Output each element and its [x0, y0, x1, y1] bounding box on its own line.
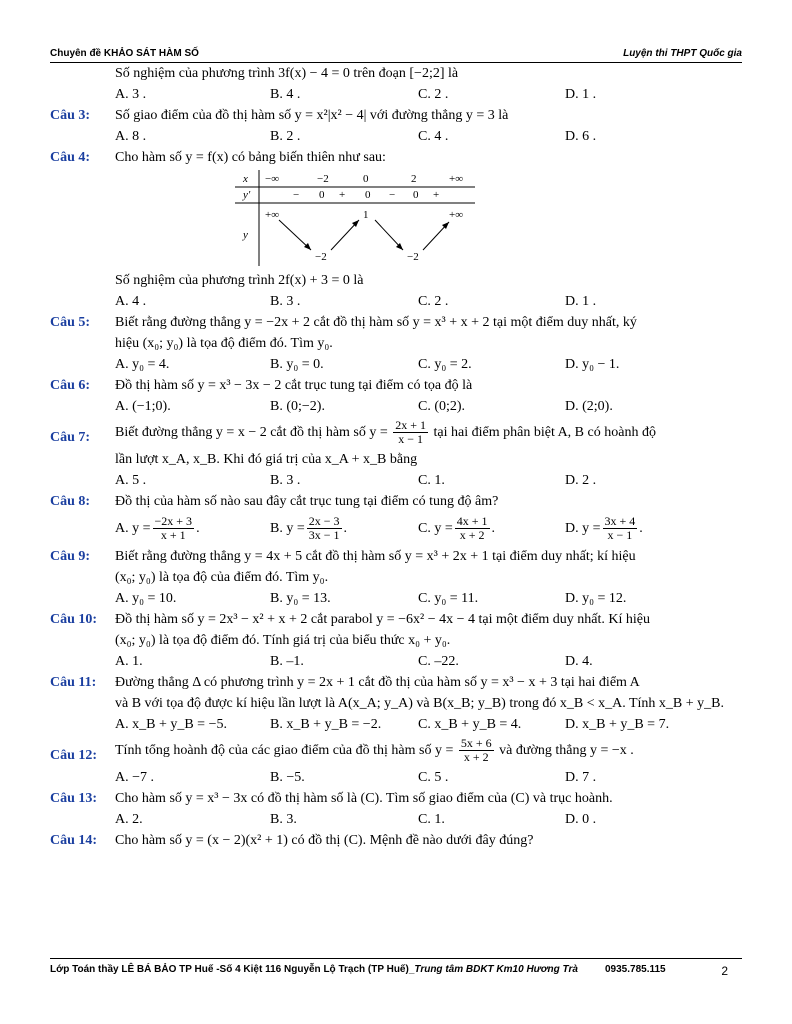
vt-sign-6: + — [433, 189, 440, 201]
q13-label: Câu 13: — [50, 791, 98, 806]
page-number: 2 — [721, 964, 728, 978]
vt-sign-2: + — [339, 189, 346, 201]
q8-b-prefix: B. y = — [270, 521, 305, 536]
q7-options — [115, 470, 742, 491]
variation-table — [235, 170, 475, 266]
q8-c-fraction — [455, 515, 490, 542]
q13 — [50, 788, 742, 809]
vt-yp-label: y' — [243, 189, 251, 201]
q5 — [50, 312, 742, 333]
q11-option-d[interactable]: D. x_B + y_B = 7. — [565, 717, 670, 732]
q8-c-suffix: . — [491, 521, 496, 536]
q13-stem: Cho hàm số y = x³ − 3x có đồ thị hàm số là (C). Tìm số giao điểm của (C) và trục hoành. — [115, 791, 613, 806]
vt-x-2: 0 — [363, 173, 369, 185]
q9-stem-2: (x₀; y₀) là tọa độ của điểm đó. Tìm y₀. — [115, 570, 329, 585]
q8-option-d[interactable] — [565, 512, 643, 546]
q8-stem: Đồ thị của hàm số nào sau đây cắt trục tung tại điểm có tung độ âm? — [115, 494, 499, 509]
q14-stem: Cho hàm số y = (x − 2)(x² + 1) có đồ thị (C). Mệnh đề nào dưới đây đúng? — [115, 833, 534, 848]
q9-line-2 — [50, 567, 742, 588]
q4-label: Câu 4: — [50, 150, 91, 165]
q11-option-c[interactable]: C. x_B + y_B = 4. — [418, 717, 522, 732]
q4-question-text: Số nghiệm của phương trình 2f(x) + 3 = 0 là — [115, 273, 364, 288]
vt-y-0: +∞ — [265, 209, 280, 221]
q14 — [50, 830, 742, 851]
q12-stem-a: Tính tổng hoành độ của các giao điểm của đồ thị hàm số y = — [115, 743, 454, 758]
q12-option-d[interactable]: D. 7 . — [565, 770, 597, 785]
q8-d-suffix: . — [639, 521, 643, 536]
q3-option-d[interactable]: D. 6 . — [565, 129, 597, 144]
q5-line-2 — [50, 333, 742, 354]
footer-center: Trung tâm BDKT Km10 Hương Trà — [414, 964, 578, 975]
q2-option-a[interactable]: A. 3 . — [115, 87, 147, 102]
q6-option-c[interactable]: C. (0;2). — [418, 399, 466, 414]
q8 — [50, 491, 742, 512]
q4-options — [115, 291, 742, 312]
q12-frac-den: x + 2 — [463, 750, 489, 765]
vt-y-1: −2 — [315, 251, 327, 263]
vt-x-4: +∞ — [449, 173, 464, 185]
vt-x-3: 2 — [411, 173, 417, 185]
q8-a-fraction — [153, 515, 195, 542]
vt-y-2: 1 — [363, 209, 369, 221]
q11-stem-1: Đường thẳng Δ có phương trình y = 2x + 1 cắt đồ thị của hàm số y = x³ − x + 3 tại hai điểm A — [115, 675, 640, 690]
q10-option-a[interactable]: A. 1. — [115, 654, 143, 669]
q12 — [50, 735, 742, 767]
q11-line-2 — [50, 693, 742, 714]
q4-option-b[interactable]: B. 3 . — [270, 294, 301, 309]
q8-label: Câu 8: — [50, 494, 91, 509]
q6 — [50, 375, 742, 396]
q10-stem-2: (x₀; y₀) là tọa độ điểm đó. Tính giá trị của biểu thức x₀ + y₀. — [115, 633, 451, 648]
q10-option-c[interactable]: C. –22. — [418, 654, 459, 669]
q8-b-num: 2x − 3 — [308, 514, 340, 529]
header-exam: Luyện thi THPT Quốc gia — [623, 48, 742, 59]
vt-sign-3: 0 — [365, 189, 371, 201]
q10-option-b[interactable]: B. –1. — [270, 654, 304, 669]
q13-option-d[interactable]: D. 0 . — [565, 812, 597, 827]
q8-d-num: 3x + 4 — [604, 514, 636, 529]
question-list — [50, 63, 742, 851]
vt-arrows — [279, 220, 449, 250]
q12-frac-num: 5x + 6 — [460, 736, 492, 751]
q10-stem-1: Đồ thị hàm số y = 2x³ − x² + x + 2 cắt parabol y = −6x² − 4x − 4 tại một điểm duy nhất. Kí hiệu — [115, 612, 650, 627]
q7-line-2 — [50, 449, 742, 470]
q5-option-b[interactable]: B. y₀ = 0. — [270, 357, 324, 372]
q8-d-den: x − 1 — [607, 528, 633, 543]
q5-label: Câu 5: — [50, 315, 91, 330]
q10-line-2 — [50, 630, 742, 651]
vt-x-1: −2 — [317, 173, 329, 185]
vt-y-4: +∞ — [449, 209, 464, 221]
q6-options — [115, 396, 742, 417]
q6-label: Câu 6: — [50, 378, 91, 393]
footer-address: Lớp Toán thầy LÊ BÁ BẢO TP Huế -Số 4 Kiệt 116 Nguyễn Lộ Trạch (TP Huế)_ — [50, 964, 415, 975]
q2-option-c[interactable]: C. 2 . — [418, 87, 449, 102]
q7-frac-num: 2x + 1 — [395, 418, 427, 433]
q4-option-d[interactable]: D. 1 . — [565, 294, 597, 309]
vt-sign-0: − — [293, 189, 300, 201]
q3 — [50, 105, 742, 126]
q6-option-a[interactable]: A. (−1;0). — [115, 399, 171, 414]
q5-option-c[interactable]: C. y₀ = 2. — [418, 357, 472, 372]
q5-option-a[interactable]: A. y₀ = 4. — [115, 357, 170, 372]
q9-option-a[interactable]: A. y₀ = 10. — [115, 591, 177, 606]
q13-option-b[interactable]: B. 3. — [270, 812, 297, 827]
q9-option-b[interactable]: B. y₀ = 13. — [270, 591, 331, 606]
footer-phone: 0935.785.115 — [605, 964, 666, 975]
page-header — [50, 46, 742, 62]
q14-label: Câu 14: — [50, 833, 98, 848]
q7-option-c[interactable]: C. 1. — [418, 473, 445, 488]
vt-x-label: x — [243, 173, 248, 185]
q11 — [50, 672, 742, 693]
vt-y-label: y — [243, 229, 248, 241]
q7-stem-2: lần lượt x_A, x_B. Khi đó giá trị của x_A + x_B bằng — [115, 452, 418, 467]
q10-options — [115, 651, 742, 672]
q12-options — [115, 767, 742, 788]
q7-option-a[interactable]: A. 5 . — [115, 473, 147, 488]
q8-b-fraction — [307, 515, 342, 542]
q3-option-a[interactable]: A. 8 . — [115, 129, 147, 144]
q11-option-b[interactable]: B. x_B + y_B = −2. — [270, 717, 382, 732]
q2-text — [50, 63, 742, 84]
q3-option-c[interactable]: C. 4 . — [418, 129, 449, 144]
q5-option-d[interactable]: D. y₀ − 1. — [565, 357, 620, 372]
q7-option-b[interactable]: B. 3 . — [270, 473, 301, 488]
vt-sign-4: − — [389, 189, 396, 201]
q7-label: Câu 7: — [50, 430, 91, 445]
q8-b-den: 3x − 1 — [308, 528, 340, 543]
footer-rule — [50, 958, 742, 959]
q6-stem: Đồ thị hàm số y = x³ − 3x − 2 cắt trục tung tại điểm có tọa độ là — [115, 378, 473, 393]
header-topic: Chuyên đề KHẢO SÁT HÀM SỐ — [50, 48, 199, 59]
q8-d-prefix: D. y = — [565, 521, 601, 536]
q2-option-b[interactable]: B. 4 . — [270, 87, 301, 102]
q6-option-b[interactable]: B. (0;−2). — [270, 399, 325, 414]
vt-y-3: −2 — [407, 251, 419, 263]
q8-c-prefix: C. y = — [418, 521, 453, 536]
q8-a-den: x + 1 — [160, 528, 186, 543]
q12-option-b[interactable]: B. −5. — [270, 770, 305, 785]
footer-teacher — [50, 964, 578, 975]
q9-option-d[interactable]: D. y₀ = 12. — [565, 591, 627, 606]
q4-option-a[interactable]: A. 4 . — [115, 294, 147, 309]
q8-d-fraction — [603, 515, 638, 542]
q8-c-den: x + 2 — [459, 528, 485, 543]
q4-stem: Cho hàm số y = f(x) có bảng biến thiên như sau: — [115, 150, 386, 165]
q8-b-suffix: . — [343, 521, 348, 536]
q12-option-c[interactable]: C. 5 . — [418, 770, 449, 785]
q8-a-num: −2x + 3 — [154, 514, 193, 529]
q4-option-c[interactable]: C. 2 . — [418, 294, 449, 309]
q3-label: Câu 3: — [50, 108, 91, 123]
q6-option-d[interactable]: D. (2;0). — [565, 399, 613, 414]
q5-options — [115, 354, 742, 375]
q7-stem-a: Biết đường thẳng y = x − 2 cắt đồ thị hàm số y = — [115, 425, 388, 440]
q9 — [50, 546, 742, 567]
q9-option-c[interactable]: C. y₀ = 11. — [418, 591, 479, 606]
q3-options — [115, 126, 742, 147]
q12-option-a[interactable]: A. −7 . — [115, 770, 155, 785]
q11-option-a[interactable]: A. x_B + y_B = −5. — [115, 717, 227, 732]
q12-stem-b: và đường thẳng y = −x . — [499, 743, 634, 758]
q9-label: Câu 9: — [50, 549, 91, 564]
q8-options — [115, 512, 742, 546]
q10-option-d[interactable]: D. 4. — [565, 654, 593, 669]
q8-option-c[interactable] — [418, 512, 495, 546]
vt-sign-5: 0 — [413, 189, 419, 201]
q8-a-prefix: A. y = — [115, 521, 151, 536]
q3-stem: Số giao điểm của đồ thị hàm số y = x²|x² − 4| với đường thẳng y = 3 là — [115, 108, 509, 123]
q13-options — [115, 809, 742, 830]
q12-fraction — [459, 737, 494, 764]
q13-option-a[interactable]: A. 2. — [115, 812, 143, 827]
q7 — [50, 417, 742, 449]
vt-x-0: −∞ — [265, 173, 280, 185]
q8-a-suffix: . — [196, 521, 200, 536]
q9-stem-1: Biết rằng đường thẳng y = 4x + 5 cắt đồ thị hàm số y = x³ + 2x + 1 tại điểm duy nhất; kí hiệu — [115, 549, 636, 564]
q11-options — [115, 714, 742, 735]
q5-stem-1: Biết rằng đường thẳng y = −2x + 2 cắt đồ thị hàm số y = x³ + x + 2 tại một điểm duy nhất, ký — [115, 315, 637, 330]
q3-option-b[interactable]: B. 2 . — [270, 129, 301, 144]
q2-option-d[interactable]: D. 1 . — [565, 87, 597, 102]
q2-options — [115, 84, 742, 105]
q11-label: Câu 11: — [50, 675, 97, 690]
q4 — [50, 147, 742, 168]
q7-stem-b: tại hai điểm phân biệt A, B có hoành độ — [433, 425, 656, 440]
q8-option-a[interactable] — [115, 512, 200, 546]
q8-option-b[interactable] — [270, 512, 347, 546]
q7-option-d[interactable]: D. 2 . — [565, 473, 597, 488]
q4-question — [50, 270, 742, 291]
q10-label: Câu 10: — [50, 612, 98, 627]
q7-frac-den: x − 1 — [398, 432, 424, 447]
q5-stem-2: hiệu (x₀; y₀) là tọa độ điểm đó. Tìm y₀. — [115, 336, 333, 351]
q7-fraction — [393, 419, 428, 446]
q9-options — [115, 588, 742, 609]
q13-option-c[interactable]: C. 1. — [418, 812, 445, 827]
q8-c-num: 4x + 1 — [456, 514, 488, 529]
q12-label: Câu 12: — [50, 748, 98, 763]
vt-sign-1: 0 — [319, 189, 325, 201]
q2-stem: Số nghiệm của phương trình 3f(x) − 4 = 0 trên đoạn [−2;2] là — [115, 66, 459, 81]
q10 — [50, 609, 742, 630]
q11-stem-2: và B với tọa độ được kí hiệu lần lượt là A(x_A; y_A) và B(x_B; y_B) trong đó x_B < x_A. Tính x_B + y_B. — [115, 696, 724, 711]
